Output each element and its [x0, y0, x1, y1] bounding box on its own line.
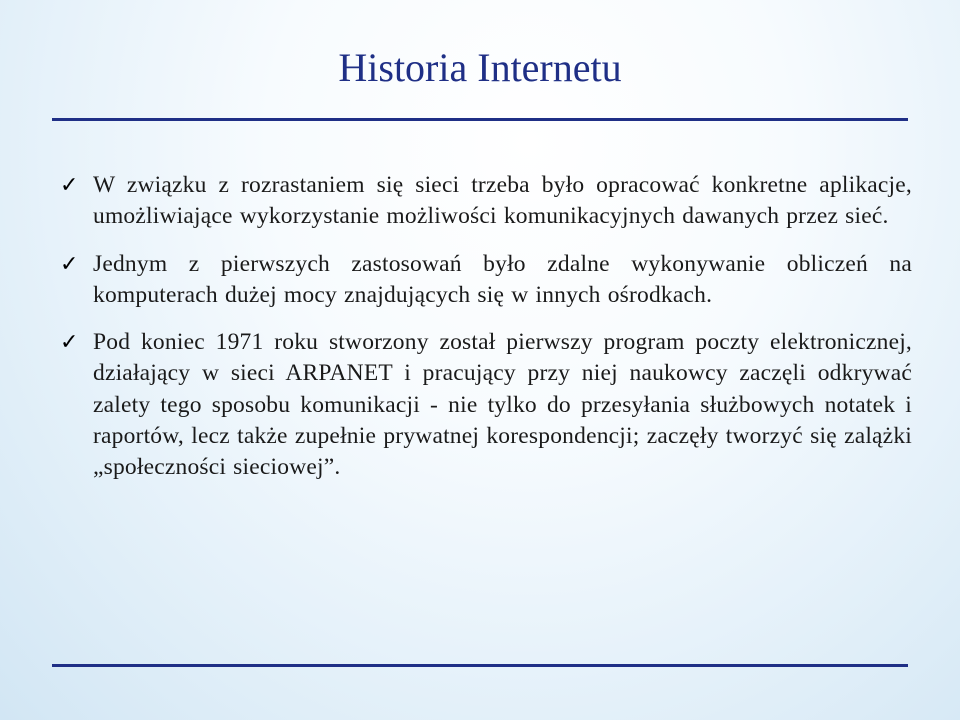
title-divider [52, 118, 908, 121]
check-icon: ✓ [60, 173, 79, 198]
bullet-text: W związku z rozrastaniem się sieci trzeba było opracować konkretne aplikacje, umożliwiające wykorzystanie możliwości komunikacyjnych dawanych przez sieć. [93, 172, 912, 230]
footer-divider [52, 664, 908, 667]
check-icon: ✓ [60, 330, 79, 356]
bullet-text: Pod koniec 1971 roku stworzony został pierwszy program poczty elektronicznej, działający w sieci ARPANET i pracujący przy niej naukowcy zaczęli odkrywać zalety tego sposobu komunikacji - nie tylko do przesyłania służbowych notatek i raportów, lecz także zupełnie prywatnej korespondencji; zaczęły tworzyć się zalążki „społeczności sieciowej”. [93, 329, 912, 481]
bullet-text: Jednym z pierwszych zastosowań było zdalne wykonywanie obliczeń na komputerach dużej mocy znajdujących się w innych ośrodkach. [93, 250, 912, 308]
bullet-item [60, 327, 912, 483]
bullet-list [60, 170, 912, 500]
bullet-item [60, 170, 912, 233]
check-icon: ✓ [60, 251, 79, 277]
slide-title: Historia Internetu [338, 45, 622, 90]
bullet-item [60, 249, 912, 312]
